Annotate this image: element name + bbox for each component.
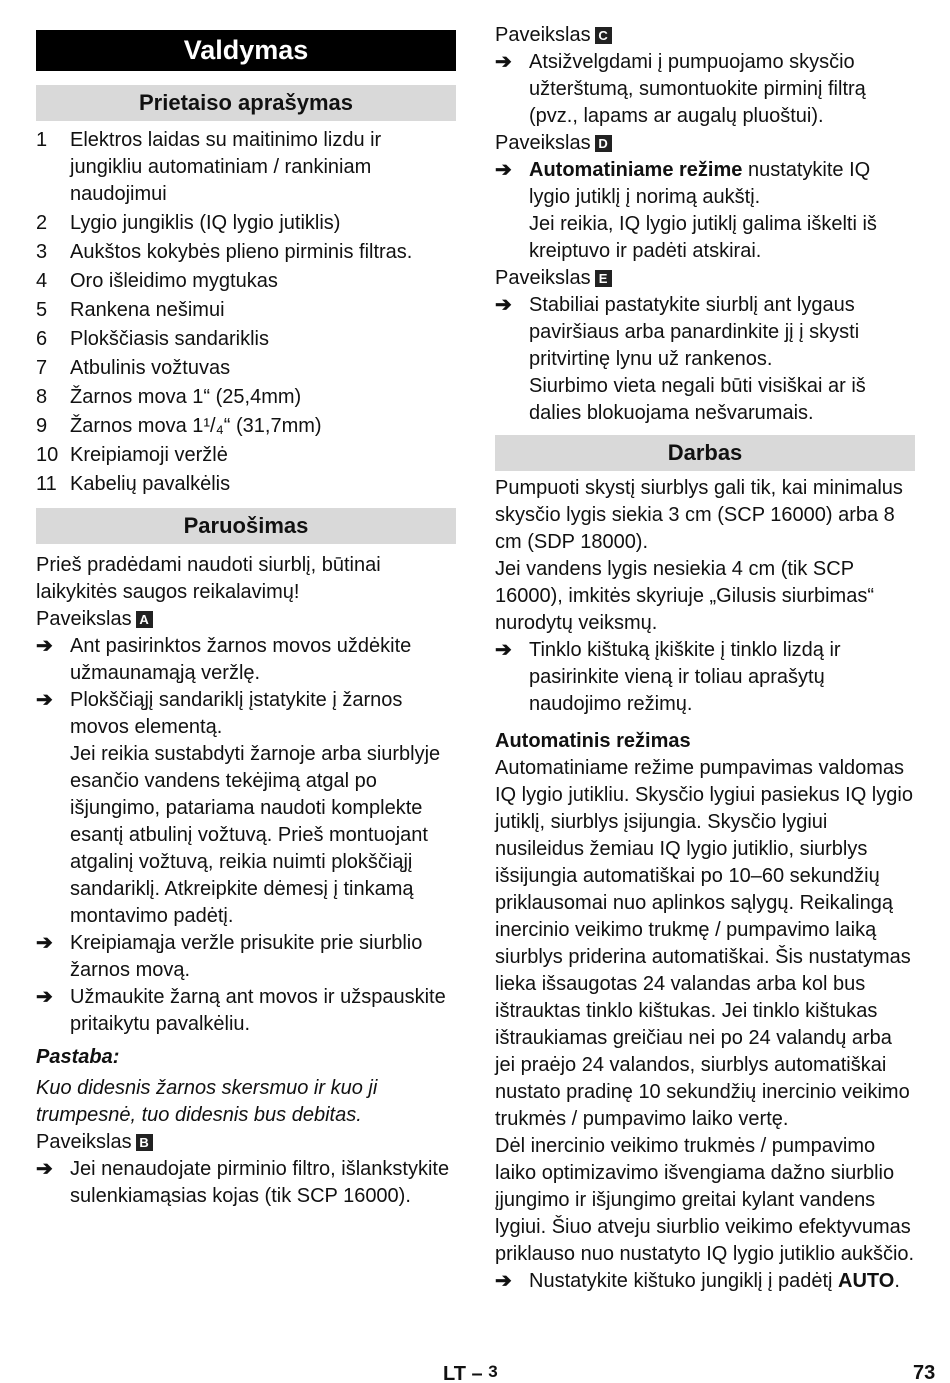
note-title: Pastaba: xyxy=(36,1046,120,1068)
list-item xyxy=(36,326,456,353)
footer-language xyxy=(443,1358,498,1383)
list-item xyxy=(36,471,456,498)
figure-reference-a xyxy=(36,606,456,633)
list-item xyxy=(36,127,456,208)
figure-badge: D xyxy=(595,135,612,152)
list-item-text: Oro išleidimo mygtukas xyxy=(70,270,278,292)
list-item-number: 8 xyxy=(36,386,48,408)
step-item xyxy=(495,157,915,211)
figure-badge: C xyxy=(595,27,612,44)
subheading-auto-mode: Automatinis režimas xyxy=(495,730,691,752)
figure-label: Paveikslas xyxy=(495,267,591,289)
right-column xyxy=(495,22,915,1295)
step-item xyxy=(495,292,915,373)
step-text: Jei nenaudojate pirminio filtro, išlankstykite sulenkiamąsias kojas (tik SCP 16000). xyxy=(70,1158,450,1207)
list-item-text: Lygio jungiklis (IQ lygio jutiklis) xyxy=(70,212,341,234)
auto-mode-paragraph-1: Automatiniame režime pumpavimas valdomas IQ lygio jutikliu. Skysčio lygiui pasiekus IQ lygio jutiklį, siurblys įsijungia. Skysčio lygiui nusileidus žemiau IQ lygio jutiklio, siurblys išsijungia automatiškai po 10–60 sekundžių priklausomai nuo aplinkos sąlygų. Reikalingą inercinio veikimo trukmę / pumpavimo laiką siurblys priderina automatiškai. Šis nustatymas lieka išsaugotas 24 valandas arba kol bus ištrauktas tinklo kištukas. Jei tinklo kištukas ištraukiamas greičiau nei po 24 valandų arba jei praėjo 24 valandos, siurblys automatiškai nustato pradinę 10 sekundžių inercinio veikimo trukmės / pumpavimo laiko vertę. xyxy=(495,757,913,1130)
step-text: Užmaukite žarną ant movos ir užspauskite pritaikytu pavalkėliu. xyxy=(70,986,446,1035)
note-text: Kuo didesnis žarnos skersmuo ir kuo ji trumpesnė, tuo didesnis bus debitas. xyxy=(36,1077,378,1126)
list-item xyxy=(36,442,456,469)
list-item-number: 11 xyxy=(36,473,57,495)
auto-mode-paragraph-2: Dėl inercinio veikimo trukmės / pumpavimo laiko optimizavimo išvengiama dažno siurblio įjungimo ir išjungimo greitai kylant vandens lygiui. Šiuo atveju siurblio veikimo efektyvumas priklauso nuo nustatyto IQ lygio jutiklio aukščio. xyxy=(495,1135,915,1265)
section-heading-preparation: Paruošimas xyxy=(36,508,456,544)
list-item-number: 3 xyxy=(36,241,48,263)
left-column xyxy=(36,30,456,1210)
list-item xyxy=(36,297,456,324)
footer-dash: – xyxy=(471,1363,483,1383)
arrow-right-icon: ➔ xyxy=(495,1270,512,1292)
list-item-text: Atbulinis vožtuvas xyxy=(70,357,231,379)
step-text: Kreipiamąja veržle prisukite prie siurblio žarnos movą. xyxy=(70,932,423,981)
step-text xyxy=(529,1268,915,1295)
step-item xyxy=(36,1156,456,1210)
list-item xyxy=(36,384,456,411)
list-item xyxy=(36,210,456,237)
list-item-number: 1 xyxy=(36,129,48,151)
figure-label: Paveikslas xyxy=(495,132,591,154)
step-item xyxy=(36,633,456,687)
list-item-text: Kreipiamoji veržlė xyxy=(70,444,228,466)
arrow-right-icon: ➔ xyxy=(36,635,53,657)
page-title: Valdymas xyxy=(36,30,456,71)
list-item-text: Elektros laidas su maitinimo lizdu ir jungikliu automatiniam / rankiniam naudojimui xyxy=(70,129,382,205)
list-item xyxy=(36,355,456,382)
list-item-number: 9 xyxy=(36,415,48,437)
step-note: Jei reikia, IQ lygio jutiklį galima iškelti iš kreiptuvo ir padėti atskirai. xyxy=(529,213,877,262)
operation-paragraph-1: Pumpuoti skystį siurblys gali tik, kai minimalus skysčio lygis siekia 3 cm (SCP 16000) arba 8 cm (SDP 18000). xyxy=(495,477,903,553)
step-text-end: . xyxy=(894,1270,900,1292)
parts-list xyxy=(36,127,456,498)
figure-badge: E xyxy=(595,270,612,287)
list-item-number: 5 xyxy=(36,299,48,321)
step-text: Stabiliai pastatykite siurblį ant lygaus paviršiaus arba panardinkite jį į skysti pritvirtinę lynu už rankenos. xyxy=(529,294,860,370)
arrow-right-icon: ➔ xyxy=(36,932,53,954)
step-text-main: Nustatykite kištuko jungiklį į padėtį xyxy=(529,1270,839,1292)
section-heading-description: Prietaiso aprašymas xyxy=(36,85,456,121)
list-item-number: 10 xyxy=(36,444,59,466)
step-item xyxy=(36,687,456,741)
list-item xyxy=(36,239,456,266)
figure-reference-e xyxy=(495,265,915,292)
step-text-bold: Automatiniame režime xyxy=(529,159,743,181)
footer-sub-page: 3 xyxy=(488,1362,498,1381)
figure-label: Paveikslas xyxy=(495,24,591,46)
step-text: Tinklo kištuką įkiškite į tinklo lizdą ir pasirinkite vieną ir toliau aprašytų naudojimo režimų. xyxy=(529,639,841,715)
figure-reference-d xyxy=(495,130,915,157)
step-item xyxy=(495,637,915,718)
list-item-text: Aukštos kokybės plieno pirminis filtras. xyxy=(70,241,413,263)
step-item xyxy=(36,984,456,1038)
figure-badge: A xyxy=(136,611,153,628)
figure-reference-b xyxy=(36,1129,456,1156)
list-item-text: Žarnos mova 1“ (25,4mm) xyxy=(70,386,302,408)
step-text: Plokščiąjį sandariklį įstatykite į žarnos movos elementą. xyxy=(70,689,403,738)
footer-page-number: 73 xyxy=(913,1362,936,1383)
list-item-number: 7 xyxy=(36,357,48,379)
arrow-right-icon: ➔ xyxy=(495,159,512,181)
step-text-bold: AUTO xyxy=(838,1270,895,1292)
operation-paragraph-2: Jei vandens lygis nesiekia 4 cm (tik SCP 16000), imkitės skyriuje „Gilusis siurbimas“ nurodytų veiksmų. xyxy=(495,558,874,634)
section-heading-operation: Darbas xyxy=(495,435,915,471)
step-item xyxy=(36,930,456,984)
step-text: Atsižvelgdami į pumpuojamo skysčio užterštumą, sumontuokite pirminį filtrą (pvz., lapams ar augalų pluoštui). xyxy=(529,51,866,127)
step-item xyxy=(495,49,915,130)
figure-label: Paveikslas xyxy=(36,1131,132,1153)
arrow-right-icon: ➔ xyxy=(495,639,512,661)
arrow-right-icon: ➔ xyxy=(36,1158,53,1180)
list-item xyxy=(36,268,456,295)
arrow-right-icon: ➔ xyxy=(495,294,512,316)
list-item-number: 2 xyxy=(36,212,48,234)
arrow-right-icon: ➔ xyxy=(495,51,512,73)
step-text xyxy=(529,157,915,211)
list-item-number: 4 xyxy=(36,270,48,292)
step-note: Siurbimo vieta negali būti visiškai ar iš dalies blokuojama nešvarumais. xyxy=(529,375,866,424)
figure-badge: B xyxy=(136,1134,153,1151)
step-text: Ant pasirinktos žarnos movos uždėkite užmaunamąją veržlę. xyxy=(70,635,412,684)
figure-label: Paveikslas xyxy=(36,608,132,630)
step-note: Jei reikia sustabdyti žarnoje arba siurblyje esančio vandens tekėjimą atgal po išjungimo, patariama naudoti komplekte esantį atbulinį vožtuvą. Prieš montuojant atgalinį vožtuvą, reikia nuimti plokščiąjį sandariklį. Atkreipkite dėmesį į tinkamą montavimo padėtį. xyxy=(70,743,441,927)
intro-paragraph: Prieš pradėdami naudoti siurblį, būtinai laikykitės saugos reikalavimų! xyxy=(36,554,381,603)
list-item-text: Rankena nešimui xyxy=(70,299,225,321)
step-item xyxy=(495,1268,915,1295)
arrow-right-icon: ➔ xyxy=(36,689,53,711)
list-item-text: Plokščiasis sandariklis xyxy=(70,328,269,350)
list-item xyxy=(36,413,456,440)
list-item-text: Kabelių pavalkėlis xyxy=(70,473,231,495)
step-text-rest: nustatykite IQ lygio jutiklį į norimą aukštį. xyxy=(529,159,871,208)
list-item-number: 6 xyxy=(36,328,48,350)
arrow-right-icon: ➔ xyxy=(36,986,53,1008)
footer-lang-code: LT xyxy=(443,1363,466,1383)
list-item-text: Žarnos mova 1¹/₄“ (31,7mm) xyxy=(70,415,322,437)
figure-reference-c xyxy=(495,22,915,49)
